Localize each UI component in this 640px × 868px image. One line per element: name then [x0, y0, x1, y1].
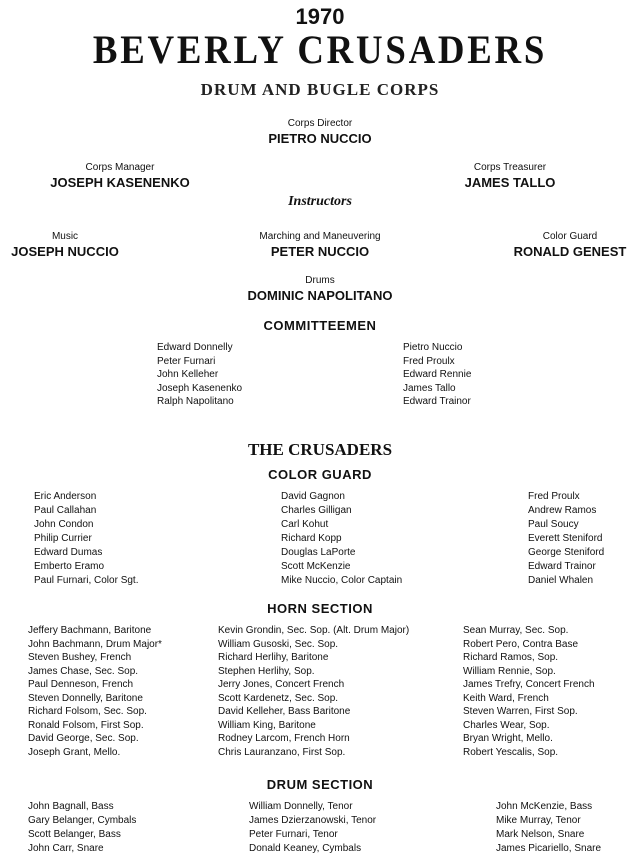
list-item: Edward Rennie [403, 369, 472, 380]
list-item: Donald Keaney, Cymbals [249, 843, 362, 854]
horn-col2 [218, 624, 409, 759]
list-item: Steven Warren, First Sop. [463, 706, 578, 717]
list-item: Mark Nelson, Snare [496, 829, 585, 840]
horn-section-heading: HORN SECTION [267, 601, 373, 616]
list-item: Kevin Grondin, Sec. Sop. (Alt. Drum Major) [218, 625, 410, 636]
list-item: Richard Herlihy, Baritone [218, 652, 329, 663]
list-item: James Picariello, Snare [496, 843, 602, 854]
list-item: Andrew Ramos [528, 505, 597, 516]
list-item: Peter Furnari, Tenor [249, 829, 338, 840]
committee-right-list [403, 341, 471, 409]
music-name: JOSEPH NUCCIO [11, 244, 119, 259]
list-item: Edward Trainor [403, 396, 471, 407]
director-role: Corps Director [287, 118, 353, 129]
list-item: Joseph Grant, Mello. [28, 746, 121, 758]
list-item: Richard Kopp [281, 533, 342, 544]
drum-col2 [249, 800, 376, 856]
list-item: George Steniford [528, 547, 605, 558]
drum-col3 [496, 800, 601, 856]
list-item: Richard Folsom, Sec. Sop. [28, 706, 147, 717]
list-item: Everett Steniford [528, 533, 603, 544]
list-item: Rodney Larcom, French Horn [218, 733, 350, 744]
committeemen-heading: COMMITTEEMEN [263, 318, 377, 333]
list-item: John Kelleher [157, 369, 219, 380]
list-item: David Kelleher, Bass Baritone [218, 706, 351, 717]
committee-left-list [157, 341, 242, 409]
list-item: David Gagnon [281, 491, 345, 502]
list-item: John Carr, Snare [28, 843, 104, 854]
crusaders-heading: THE CRUSADERS [247, 440, 393, 459]
list-item: John Bagnall, Bass [28, 801, 114, 812]
drum-section-heading: DRUM SECTION [266, 777, 374, 792]
page-subtitle: DRUM AND BUGLE CORPS [200, 80, 440, 99]
list-item: Pietro Nuccio [403, 342, 463, 353]
list-item: William Rennie, Sop. [463, 665, 556, 677]
list-item: Douglas LaPorte [281, 547, 356, 558]
list-item: Robert Pero, Contra Base [463, 638, 579, 650]
list-item: Daniel Whalen [528, 575, 594, 586]
list-item: Scott Belanger, Bass [28, 829, 121, 840]
list-item: Jerry Jones, Concert French [218, 679, 345, 690]
treasurer-name: JAMES TALLO [464, 175, 556, 190]
list-item: William Gusoski, Sec. Sop. [218, 638, 339, 650]
list-item: James Dzierzanowski, Tenor [249, 815, 377, 826]
color-guard-heading: COLOR GUARD [268, 467, 372, 482]
treasurer-role: Corps Treasurer [473, 162, 547, 173]
list-item: Robert Yescalis, Sop. [463, 746, 559, 758]
list-item: John Bachmann, Drum Major* [28, 638, 162, 650]
list-item: Paul Denneson, French [28, 679, 134, 690]
drum-col1 [28, 800, 136, 856]
list-item: Joseph Kasenenko [157, 382, 243, 394]
color-guard-col3 [528, 490, 604, 588]
list-item: Edward Trainor [528, 561, 596, 572]
list-item: Scott Kardenetz, Sec. Sop. [218, 692, 339, 704]
list-item: Paul Soucy [528, 519, 579, 530]
guard-instructor-name: RONALD GENEST [513, 244, 627, 259]
year: 1970 [295, 4, 345, 29]
list-item: Paul Furnari, Color Sgt. [34, 575, 139, 586]
list-item: William Donnelly, Tenor [249, 801, 353, 812]
drums-role: Drums [305, 275, 335, 286]
list-item: Scott McKenzie [281, 561, 351, 572]
page-title: BEVERLY CRUSADERS [92, 27, 548, 72]
list-item: Mike Nuccio, Color Captain [281, 575, 403, 586]
color-guard-col1 [34, 490, 139, 588]
list-item: Stephen Herlihy, Sop. [218, 665, 315, 677]
drums-name: DOMINIC NAPOLITANO [247, 288, 393, 303]
list-item: Emberto Eramo [34, 561, 105, 572]
director-name: PIETRO NUCCIO [268, 131, 372, 146]
list-item: James Trefry, Concert French [463, 679, 595, 690]
manager-name: JOSEPH KASENENKO [50, 175, 190, 190]
list-item: Peter Furnari [157, 355, 216, 367]
list-item: Richard Ramos, Sop. [463, 652, 559, 663]
list-item: Jeffery Bachmann, Baritone [28, 625, 152, 636]
list-item: Ronald Folsom, First Sop. [28, 719, 144, 731]
list-item: Edward Dumas [34, 547, 103, 558]
list-item: Keith Ward, French [463, 692, 549, 704]
list-item: Gary Belanger, Cymbals [28, 815, 137, 826]
list-item: John Condon [34, 519, 94, 530]
instructors-heading: Instructors [288, 194, 352, 209]
list-item: Fred Proulx [528, 491, 580, 502]
list-item: Sean Murray, Sec. Sop. [463, 625, 569, 636]
color-guard-col2 [281, 490, 402, 588]
list-item: Bryan Wright, Mello. [463, 733, 553, 744]
list-item: Fred Proulx [403, 355, 455, 367]
manager-role: Corps Manager [85, 162, 155, 173]
list-item: Charles Gilligan [281, 505, 352, 516]
list-item: David George, Sec. Sop. [28, 733, 139, 744]
marching-role: Marching and Maneuvering [259, 231, 381, 242]
guard-instructor-role: Color Guard [542, 231, 598, 242]
horn-col1 [28, 624, 162, 759]
list-item: Mike Murray, Tenor [496, 815, 581, 826]
list-item: Steven Donnelly, Baritone [28, 692, 143, 704]
list-item: Philip Currier [34, 533, 92, 544]
list-item: Carl Kohut [281, 519, 329, 530]
list-item: James Tallo [403, 382, 456, 394]
list-item: Paul Callahan [34, 505, 97, 516]
list-item: Charles Wear, Sop. [463, 719, 550, 731]
marching-name: PETER NUCCIO [270, 244, 370, 259]
horn-col3 [463, 624, 595, 759]
list-item: Edward Donnelly [157, 342, 233, 353]
music-role: Music [51, 231, 79, 242]
list-item: James Chase, Sec. Sop. [28, 665, 139, 677]
list-item: Chris Lauranzano, First Sop. [218, 746, 346, 758]
list-item: Eric Anderson [34, 491, 97, 502]
list-item: John McKenzie, Bass [496, 801, 593, 812]
list-item: Steven Bushey, French [28, 652, 132, 663]
list-item: William King, Baritone [218, 719, 316, 731]
list-item: Ralph Napolitano [157, 396, 234, 407]
